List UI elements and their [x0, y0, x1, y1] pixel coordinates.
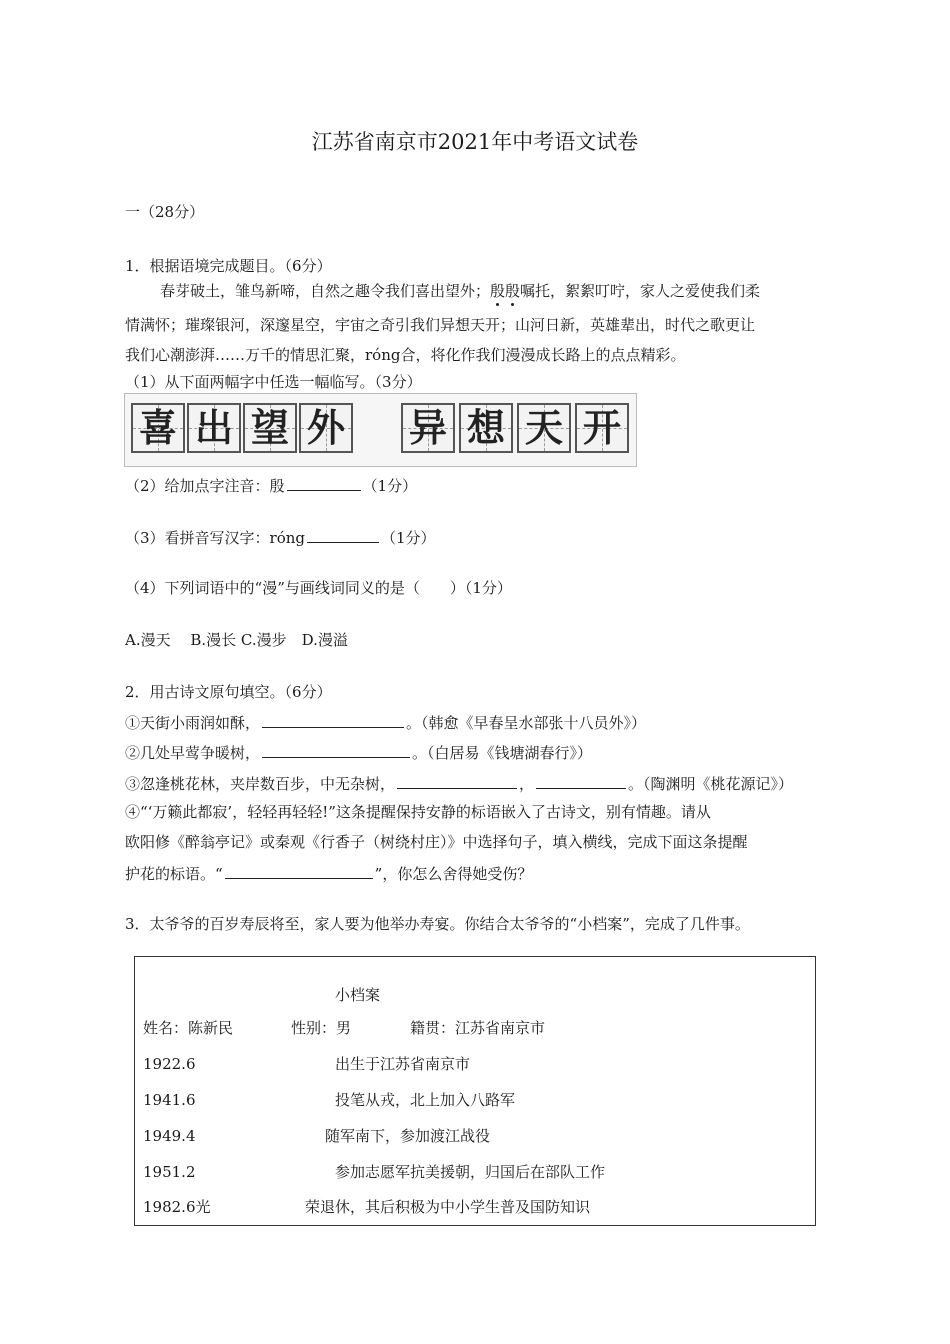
callig-cell [131, 403, 185, 453]
q2-line-6 [125, 862, 532, 884]
q2-line-3 [125, 772, 793, 794]
callig-cell [575, 403, 629, 453]
q1-passage-line-3: 我们心潮澎湃……万千的情思汇聚，róng合，将化作我们漫漫成长路上的点点精彩。 [125, 346, 686, 364]
callig-char: 异 [408, 405, 447, 450]
q2-text: 。（韩愈《早春呈水部张十八员外》） [406, 714, 647, 732]
section-heading: 一（28分） [125, 203, 205, 221]
q2-text: ”，你怎么舍得她受伤？ [374, 865, 533, 883]
callig-char: 天 [524, 405, 563, 450]
profile-title: 小档案 [335, 986, 381, 1004]
profile-gender: 性别：男 [291, 1019, 352, 1037]
q1-sub2 [125, 474, 417, 496]
timeline-date: 1949.4 [143, 1127, 196, 1145]
q3-heading: 3．太爷爷的百岁寿辰将至，家人要为他举办寿宴。你结合太爷爷的“小档案”，完成了几件事。 [125, 915, 750, 933]
passage-text: 春芽破土，雏鸟新啼，自然之趣令我们喜出望外； [160, 282, 491, 300]
callig-cell [243, 403, 297, 453]
q2-text: 护花的标语。“ [125, 865, 223, 883]
profile-native-place: 籍贯：江苏省南京市 [410, 1019, 546, 1037]
timeline-event: 出生于江苏省南京市 [335, 1055, 471, 1073]
callig-char: 望 [250, 405, 289, 450]
answer-blank[interactable] [225, 862, 373, 879]
page-title: 江苏省南京市2021年中考语文试卷 [311, 130, 639, 154]
callig-char: 喜 [138, 405, 177, 450]
q2-text: ③忽逢桃花林，夹岸数百步，中无杂树， [125, 775, 396, 793]
timeline-event: 投笔从戎，北上加入八路军 [335, 1091, 516, 1109]
timeline-event: 荣退休，其后积极为中小学生普及国防知识 [305, 1198, 591, 1216]
callig-char: 开 [582, 405, 621, 450]
q1-sub3 [125, 526, 436, 548]
callig-char: 想 [466, 405, 505, 450]
timeline-event: 随军南下，参加渡江战役 [325, 1127, 491, 1145]
dotted-char: 殷 [505, 282, 521, 300]
q2-line-5: 欧阳修《醉翁亭记》或秦观《行香子（树绕村庄）》中选择句子，填入横线，完成下面这条提醒 [125, 833, 748, 851]
answer-blank[interactable] [397, 772, 517, 789]
timeline-date: 1941.6 [143, 1091, 196, 1109]
callig-cell [517, 403, 571, 453]
callig-cell [299, 403, 353, 453]
profile-name: 姓名：陈新民 [143, 1019, 234, 1037]
callig-cell [187, 403, 241, 453]
q1-sub1: （1）从下面两幅字中任选一幅临写。（3分） [125, 373, 422, 391]
q2-line-2 [125, 741, 592, 763]
q1-passage-line-1 [160, 280, 760, 301]
q2-line-1 [125, 711, 646, 733]
callig-char: 外 [306, 405, 345, 450]
q2-text: ②几处早莺争暖树， [125, 744, 261, 762]
q2-text: ①天街小雨润如酥， [125, 714, 261, 732]
dotted-char: 殷 [490, 282, 506, 300]
sub3-text: （3）看拼音写汉字：róng [125, 529, 306, 547]
q2-text: ， [519, 775, 535, 793]
passage-text: 嘱托，絮絮叮咛，家人之爱使我们柔 [520, 282, 761, 300]
answer-blank[interactable] [262, 741, 410, 758]
callig-char: 出 [194, 405, 233, 450]
q2-line-4: ④“‘万籁此都寂’，轻轻再轻轻!”这条提醒保持安静的标语嵌入了古诗文，别有情趣。请从 [125, 803, 711, 821]
calligraphy-sample [124, 393, 637, 467]
sub2-text: （2）给加点字注音：殷 [125, 477, 285, 495]
timeline-date: 1922.6 [143, 1055, 196, 1073]
sub3-points: （1分） [381, 529, 436, 547]
answer-blank[interactable] [287, 474, 361, 491]
answer-blank[interactable] [307, 526, 379, 543]
timeline-date: 1982.6光 [143, 1198, 211, 1216]
q1-options: A.漫天 B.漫长 C.漫步 D.漫溢 [125, 631, 348, 649]
timeline-event: 参加志愿军抗美援朝，归国后在部队工作 [335, 1163, 606, 1181]
answer-blank[interactable] [536, 772, 626, 789]
sub2-points: （1分） [362, 477, 418, 495]
q1-heading: 1．根据语境完成题目。（6分） [125, 257, 332, 275]
timeline-date: 1951.2 [143, 1163, 196, 1181]
callig-cell [459, 403, 513, 453]
answer-blank[interactable] [262, 711, 404, 728]
q2-heading: 2．用古诗文原句填空。（6分） [125, 683, 332, 701]
q1-passage-line-2: 情满怀；璀璨银河，深邃星空，宇宙之奇引我们异想天开；山河日新，英雄辈出，时代之歌更让 [125, 316, 756, 334]
q1-sub4: （4）下列词语中的“漫”与画线词同义的是（ ）（1分） [125, 579, 512, 597]
q2-text: 。（陶渊明《桃花源记》） [628, 775, 794, 793]
q2-text: 。（白居易《钱塘湖春行》） [412, 744, 593, 762]
callig-cell [401, 403, 455, 453]
